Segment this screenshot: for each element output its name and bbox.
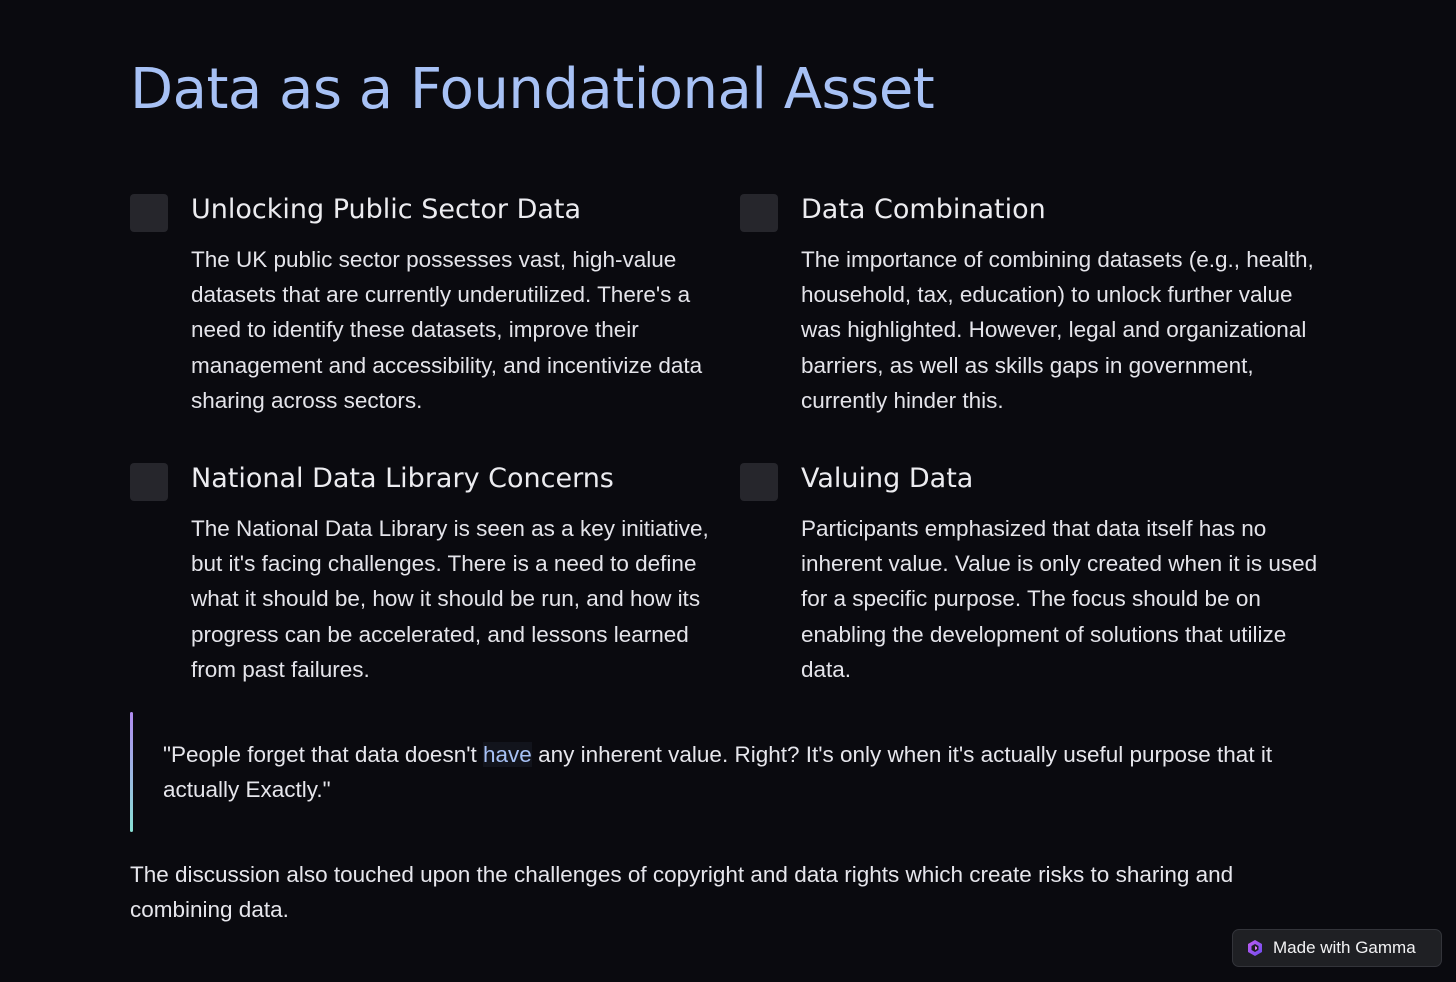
made-with-gamma-badge[interactable] <box>1232 929 1442 967</box>
closing-paragraph: The discussion also touched upon the challenges of copyright and data rights which create risks to sharing and combining data. <box>130 862 1234 922</box>
card-heading: Unlocking Public Sector Data <box>191 194 582 225</box>
card-heading: Valuing Data <box>801 463 974 494</box>
made-with-gamma-label: Made with Gamma <box>1273 938 1416 957</box>
card-body: The National Data Library is seen as a key initiative, but it's facing challenges. There is a need to define what it should be, how it should be run, and how its progress can be accelerated, and lessons learned from past failures. <box>191 516 709 682</box>
page-title: Data as a Foundational Asset <box>130 57 935 122</box>
quote-accent-bar <box>130 712 133 832</box>
card-body: The importance of combining datasets (e.g., health, household, tax, education) to unlock further value was highlighted. However, legal and organizational barriers, as well as skills gaps in government, currently hinder this. <box>801 247 1314 413</box>
card-heading: Data Combination <box>801 194 1046 225</box>
card-icon-placeholder <box>130 194 168 232</box>
quote-text <box>163 737 1313 807</box>
card-body: Participants emphasized that data itself has no inherent value. Value is only created when it is used for a specific purpose. The focus should be on enabling the development of solutions that utilize data. <box>801 516 1318 682</box>
gamma-logo-icon <box>1246 939 1264 957</box>
card-icon-placeholder <box>740 194 778 232</box>
blockquote <box>130 712 1310 832</box>
card-body: The UK public sector possesses vast, high-value datasets that are currently underutilized. There's a need to identify these datasets, improve their management and accessibility, and incentivize data sharing across sectors. <box>191 247 703 413</box>
card-heading: National Data Library Concerns <box>191 463 614 494</box>
quote-highlighted-word: have <box>483 742 532 767</box>
quote-text-start: "People forget that data doesn't <box>163 742 484 767</box>
card-icon-placeholder <box>740 463 778 501</box>
card-icon-placeholder <box>130 463 168 501</box>
quote-text-end: any inherent value. Right? It's only when it's actually useful purpose that it actually Exactly." <box>163 742 1273 802</box>
